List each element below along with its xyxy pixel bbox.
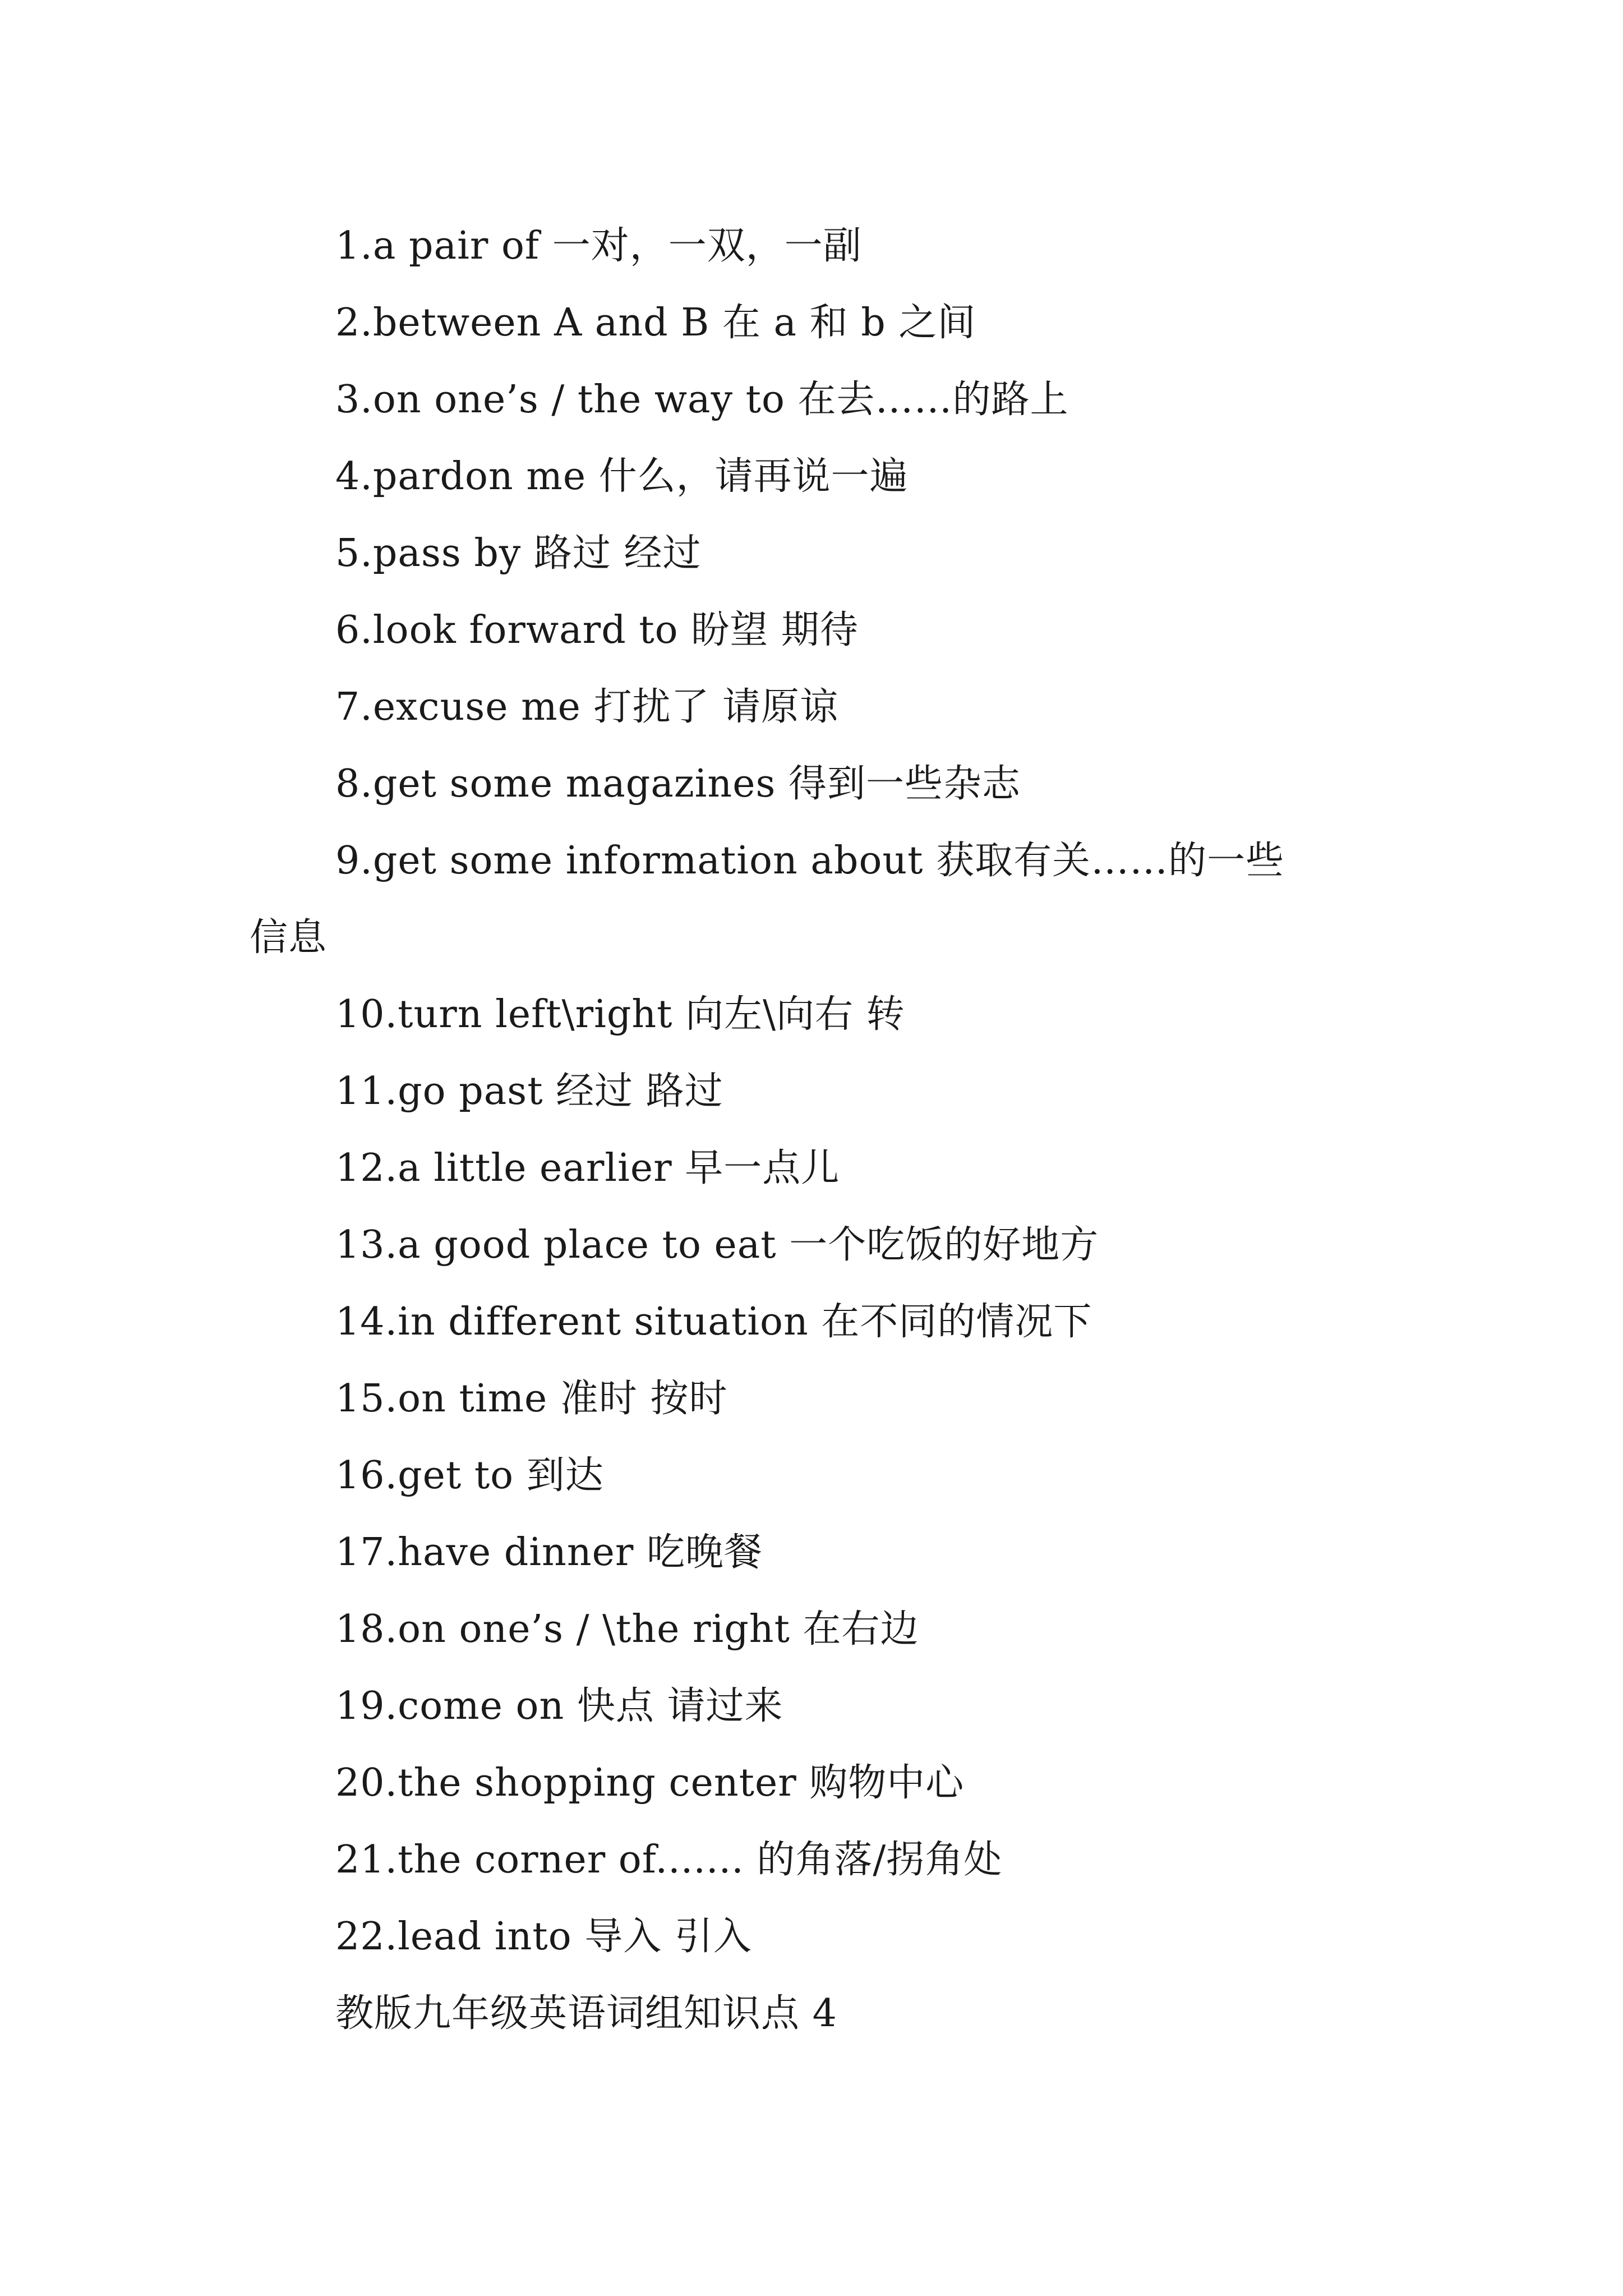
list-item: 4.pardon me 什么，请再说一遍 <box>335 454 909 499</box>
list-item: 5.pass by 路过 经过 <box>335 531 702 576</box>
section-heading: 教版九年级英语词组知识点 4 <box>335 1991 837 2036</box>
list-item: 17.have dinner 吃晚餐 <box>335 1530 763 1575</box>
list-item: 19.come on 快点 请过来 <box>335 1684 783 1728</box>
list-item: 2.between A and B 在 a 和 b 之间 <box>335 301 976 345</box>
phrase-list <box>250 208 1416 2052</box>
list-item-continuation: 信息 <box>250 915 328 960</box>
list-item: 11.go past 经过 路过 <box>335 1069 723 1114</box>
list-item: 14.in different situation 在不同的情况下 <box>335 1300 1092 1344</box>
list-item: 12.a little earlier 早一点儿 <box>335 1146 840 1190</box>
list-item: 10.turn left\right 向左\向右 转 <box>335 992 905 1037</box>
list-item: 15.on time 准时 按时 <box>335 1377 728 1421</box>
list-item: 9.get some information about 获取有关……的一些 <box>335 839 1285 883</box>
list-item: 1.a pair of 一对，一双，一副 <box>335 224 862 268</box>
list-item: 20.the shopping center 购物中心 <box>335 1761 965 1805</box>
list-item: 7.excuse me 打扰了 请原谅 <box>335 685 839 729</box>
list-item: 8.get some magazines 得到一些杂志 <box>335 762 1021 806</box>
list-item: 21.the corner of....... 的角落/拐角处 <box>335 1838 1003 1882</box>
list-item: 13.a good place to eat 一个吃饭的好地方 <box>335 1223 1099 1267</box>
list-item: 3.on one’s / the way to 在去……的路上 <box>335 378 1069 422</box>
list-item: 16.get to 到达 <box>335 1453 604 1498</box>
list-item: 22.lead into 导入 引入 <box>335 1915 752 1959</box>
list-item: 6.look forward to 盼望 期待 <box>335 608 859 652</box>
list-item: 18.on one’s / \the right 在右边 <box>335 1607 919 1651</box>
